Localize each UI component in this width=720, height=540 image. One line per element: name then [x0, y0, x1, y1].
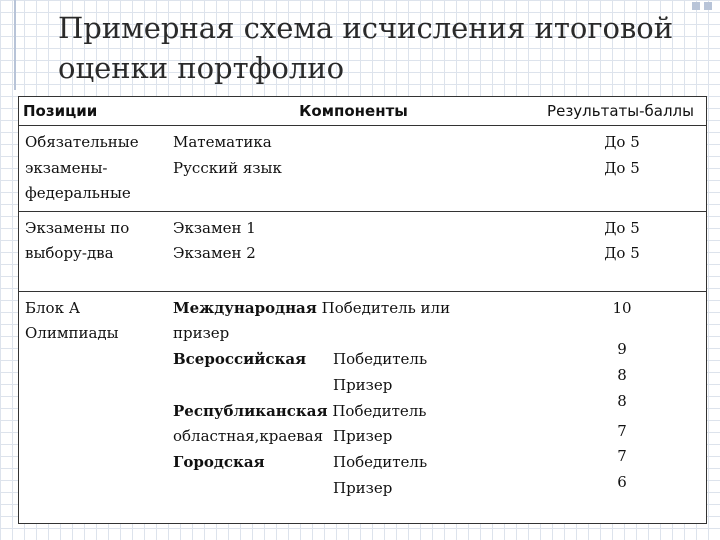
award-label: призер [173, 324, 230, 343]
header-positions: Позиции [19, 97, 160, 126]
results-cell [482, 126, 707, 212]
level-label: областная,краевая [173, 427, 324, 446]
row-elective-exams [19, 211, 707, 291]
component-exam-2: Экзамен 2 [173, 244, 256, 262]
result-value: 7 [617, 447, 627, 466]
result-value: 9 [617, 340, 627, 359]
olympiad-allrussian-prize [173, 373, 478, 399]
position-cell [19, 211, 160, 291]
result-value: До 5 [604, 218, 640, 237]
olympiad-republican [173, 399, 478, 425]
position-line: выбору-два [25, 244, 114, 262]
component-math: Математика [173, 133, 272, 151]
award-label: Призер [333, 427, 393, 446]
position-line: экзамены- [25, 158, 108, 177]
component-exam-1: Экзамен 1 [173, 218, 256, 237]
result-value: До 5 [604, 244, 640, 262]
result-value: 8 [617, 391, 627, 410]
result-value: До 5 [604, 158, 640, 177]
olympiad-city-prize [173, 476, 478, 502]
olympiad-allrussian [173, 347, 478, 373]
level-label: Международная [173, 298, 317, 317]
component-russian: Русский язык [173, 158, 282, 177]
row-mandatory-exams [19, 126, 707, 212]
decorative-left-bar [14, 0, 16, 90]
result-value: До 5 [604, 133, 640, 151]
result-value: 10 [612, 298, 632, 317]
position-line: Олимпиады [25, 324, 119, 342]
award-label: Призер [333, 479, 393, 498]
position-line: Блок А [25, 298, 81, 317]
components-cell [159, 126, 482, 212]
results-cell [482, 291, 707, 524]
level-label: Городская [173, 453, 265, 472]
award-label: Победитель [332, 401, 427, 420]
level-label: Всероссийская [173, 350, 307, 369]
award-label: Призер [333, 375, 393, 394]
header-components: Компоненты [159, 97, 482, 126]
position-cell [19, 291, 160, 524]
header-results: Результаты-баллы [482, 97, 707, 126]
olympiad-international [173, 296, 478, 322]
olympiad-city [173, 450, 478, 476]
position-cell [19, 126, 160, 212]
page-title: Примерная схема исчисления итоговой оценки портфолио [58, 11, 674, 85]
portfolio-scoring-table [18, 96, 707, 524]
header-row [19, 97, 707, 126]
components-cell [159, 211, 482, 291]
result-value: 6 [617, 473, 627, 492]
olympiad-regional [173, 424, 478, 450]
result-value: 7 [617, 421, 627, 440]
award-label: Победитель или [321, 298, 451, 317]
position-line: Обязательные [25, 133, 139, 151]
position-line: федеральные [25, 184, 131, 202]
award-label: Победитель [333, 350, 428, 369]
row-olympiads [19, 291, 707, 524]
position-line: Экзамены по [25, 218, 130, 237]
award-label: Победитель [333, 453, 428, 472]
level-label: Республиканская [173, 401, 328, 420]
components-cell [159, 291, 482, 524]
result-value: 8 [617, 366, 627, 385]
results-cell [482, 211, 707, 291]
